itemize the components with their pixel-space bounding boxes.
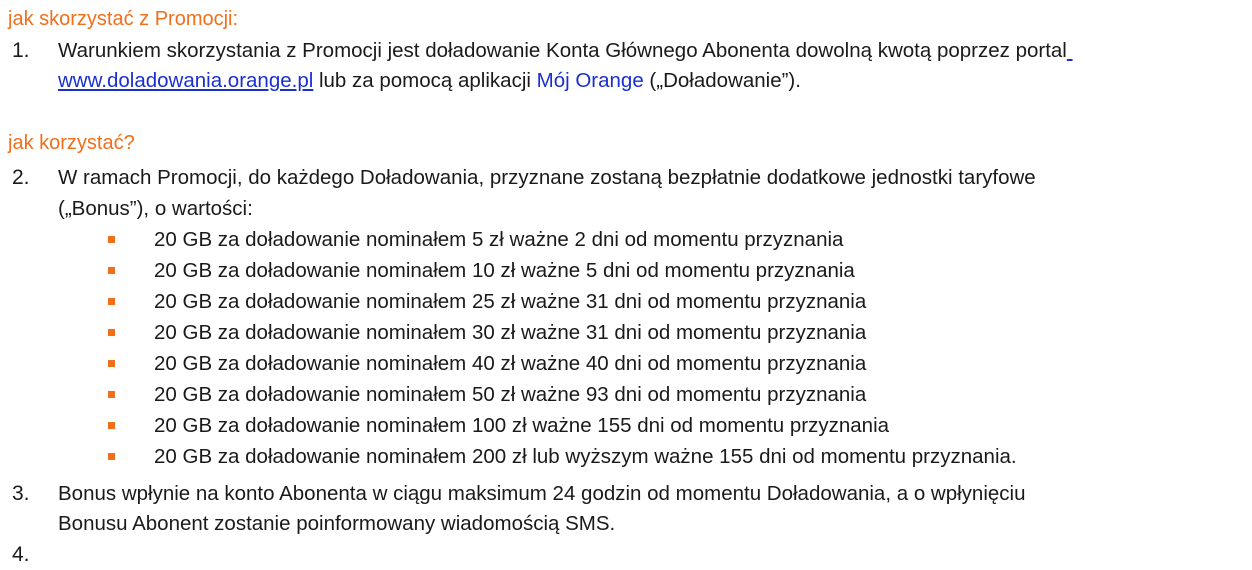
square-bullet-icon: [108, 360, 115, 367]
item-3-line-1: Bonus wpłynie na konto Abonenta w ciągu maksimum 24 godzin od momentu Doładowania, a o wpłynięciu: [58, 482, 1026, 505]
square-bullet-icon: [108, 422, 115, 429]
list-number-3: 3.: [12, 482, 30, 505]
list-number-1: 1.: [12, 39, 30, 62]
square-bullet-icon: [108, 236, 115, 243]
list-number-4-cut-off: 4.: [12, 543, 30, 566]
item-2-line-1: W ramach Promocji, do każdego Doładowania, przyznane zostaną bezpłatnie dodatkowe jednostki taryfowe: [58, 166, 1036, 189]
item-1-tail-text: („Doładowanie”).: [643, 69, 801, 92]
portal-underline-fragment[interactable]: [1067, 39, 1073, 62]
item-1-text: Warunkiem skorzystania z Promocji jest doładowanie Konta Głównego Abonenta dowolną kwotą poprzez portal: [58, 39, 1067, 62]
square-bullet-icon: [108, 329, 115, 336]
square-bullet-icon: [108, 298, 115, 305]
item-1-middle-text: lub za pomocą aplikacji: [313, 69, 537, 92]
item-2-line-2: („Bonus”), o wartości:: [58, 197, 253, 220]
doladowania-portal-link[interactable]: www.doladowania.orange.pl: [58, 69, 314, 92]
section-heading-how-to-use-promo: jak skorzystać z Promocji:: [8, 8, 239, 30]
item-1-line-1: [58, 36, 1238, 66]
moj-orange-app-name[interactable]: Mój Orange: [536, 69, 644, 92]
square-bullet-icon: [108, 453, 115, 460]
section-heading-how-to-benefit: jak korzystać?: [8, 132, 135, 154]
item-1-line-2: [58, 66, 1238, 96]
square-bullet-icon: [108, 267, 115, 274]
item-3-line-2: Bonusu Abonent zostanie poinformowany wiadomością SMS.: [58, 512, 616, 535]
square-bullet-icon: [108, 391, 115, 398]
list-number-2: 2.: [12, 166, 30, 189]
